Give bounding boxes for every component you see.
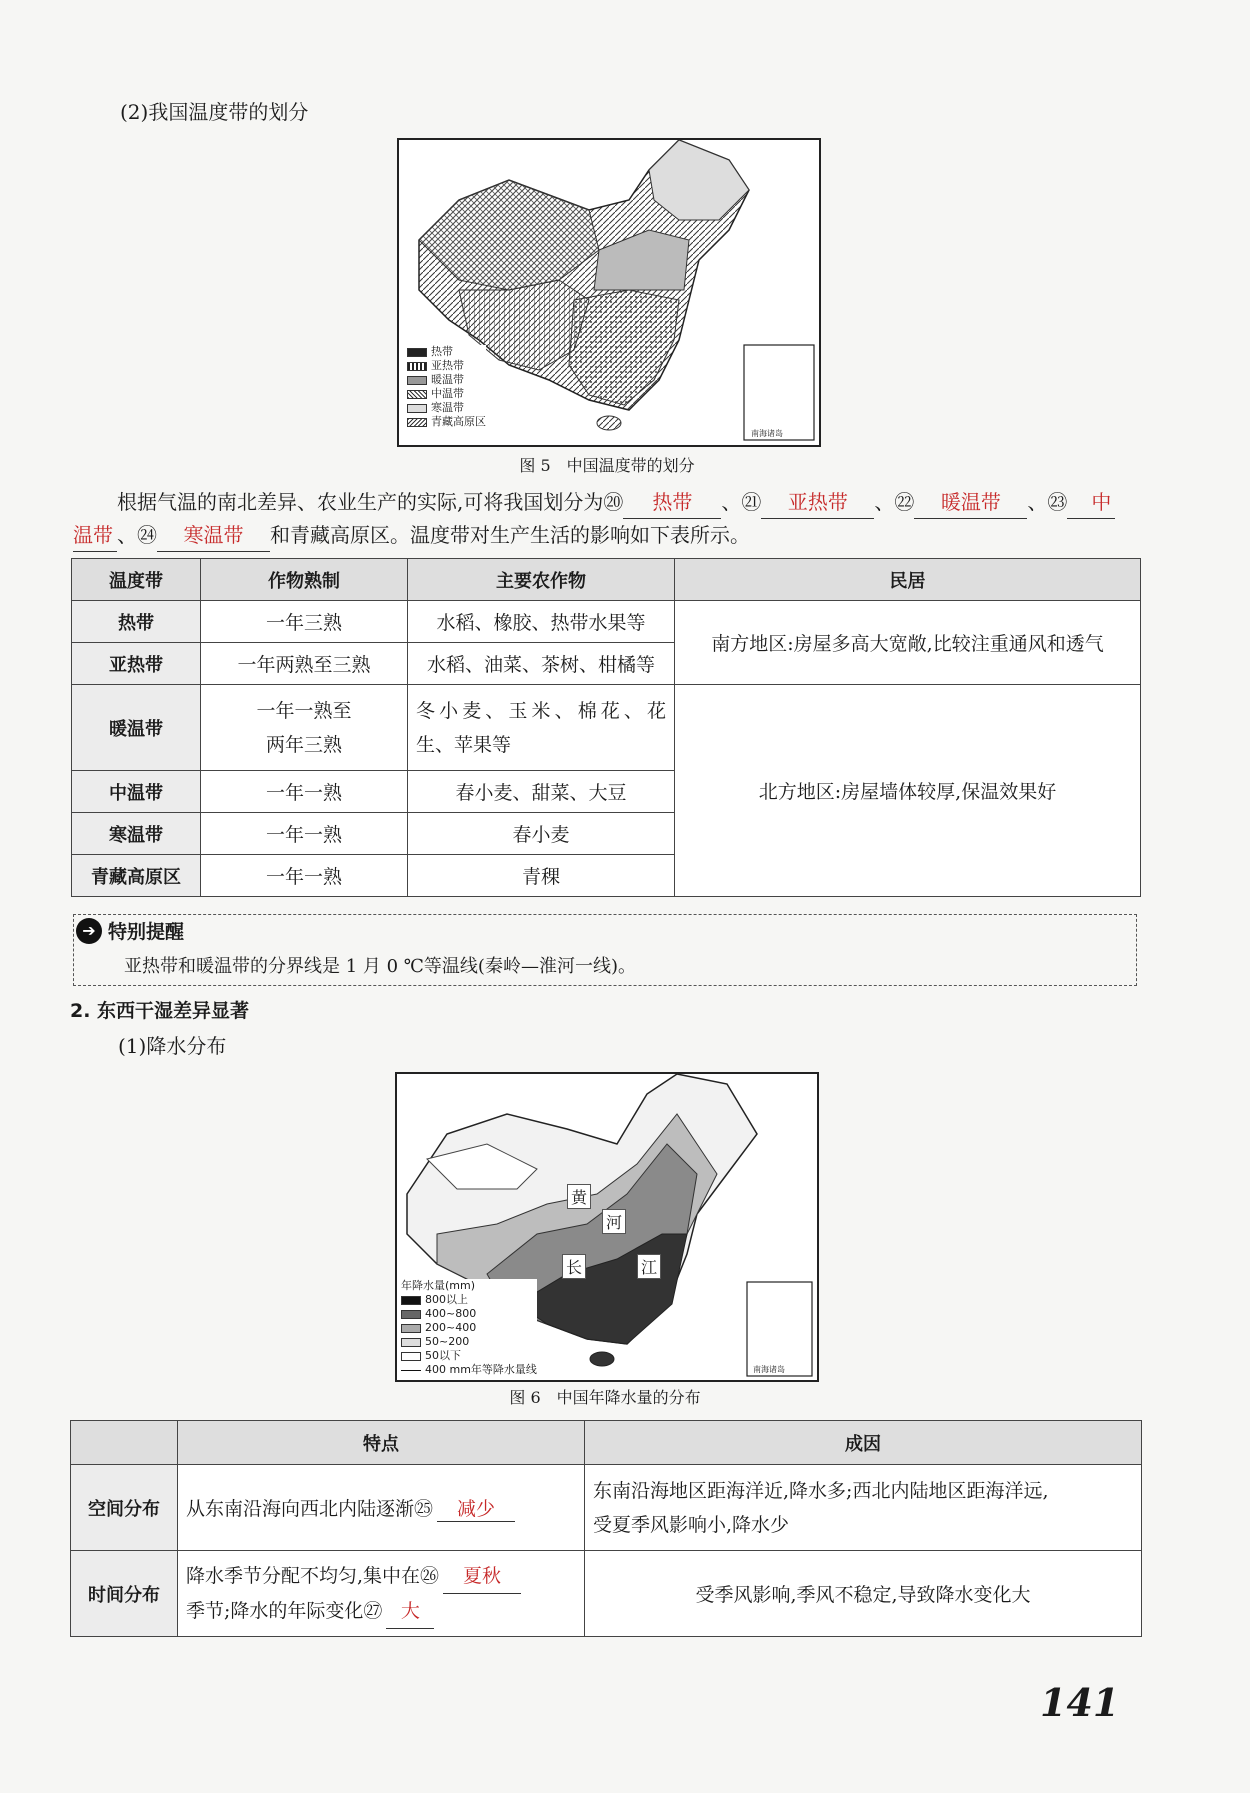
row-label: 时间分布 xyxy=(71,1551,178,1637)
crops-cell: 水稻、橡胶、热带水果等 xyxy=(408,601,675,643)
legend-item: 50~200 xyxy=(401,1335,537,1349)
ripening-cell: 一年一熟 xyxy=(201,855,408,897)
map-label-yangtze: 长 xyxy=(562,1254,586,1279)
answer-21: 亚热带 xyxy=(761,486,874,519)
zones-paragraph-line2 xyxy=(73,519,750,552)
answer-20: 热带 xyxy=(623,486,721,519)
zone-cell: 热带 xyxy=(72,601,201,643)
crops-cell: 青稞 xyxy=(408,855,675,897)
reminder-title: 特别提醒 xyxy=(108,921,185,943)
table-header xyxy=(71,1421,178,1465)
reminder-header xyxy=(76,917,184,944)
table-row xyxy=(71,1551,1142,1637)
table-header: 民居 xyxy=(675,559,1141,601)
legend-item: 400 mm年等降水量线 xyxy=(401,1363,537,1377)
legend-item: 暖温带 xyxy=(407,373,486,387)
arrow-right-icon: ➔ xyxy=(76,918,102,944)
cause-cell: 受季风影响,季风不稳定,导致降水变化大 xyxy=(585,1551,1142,1637)
table-header: 特点 xyxy=(178,1421,585,1465)
map-legend xyxy=(407,345,486,429)
crops-cell: 春小麦、甜菜、大豆 xyxy=(408,771,675,813)
crops-cell: 冬小麦、玉米、棉花、花 生、苹果等 xyxy=(408,685,675,771)
legend-item: 热带 xyxy=(407,345,486,359)
paragraph-text: 和青藏高原区。温度带对生产生活的影响如下表所示。 xyxy=(270,523,750,547)
page-number: 141 xyxy=(1040,1680,1120,1725)
map-legend xyxy=(401,1279,537,1377)
answer-24: 寒温带 xyxy=(157,519,270,552)
map-label-yellow-river: 黄 xyxy=(567,1184,591,1209)
ripening-cell: 一年三熟 xyxy=(201,601,408,643)
legend-item: 400~800 xyxy=(401,1307,537,1321)
reminder-text: 亚热带和暖温带的分界线是 1 月 0 ℃等温线(秦岭—淮河一线)。 xyxy=(124,956,636,977)
answer-26: 夏秋 xyxy=(443,1559,521,1594)
zone-cell: 暖温带 xyxy=(72,685,201,771)
legend-item: 50以下 xyxy=(401,1349,537,1363)
table-header: 温度带 xyxy=(72,559,201,601)
table-row xyxy=(72,685,1141,771)
ripening-cell: 一年两熟至三熟 xyxy=(201,643,408,685)
row-label: 空间分布 xyxy=(71,1465,178,1551)
feature-cell: 从东南沿海向西北内陆逐渐㉕ 减少 xyxy=(178,1465,585,1551)
legend-item: 青藏高原区 xyxy=(407,415,486,429)
ripening-cell: 一年一熟 xyxy=(201,813,408,855)
map-label-yellow-river: 河 xyxy=(602,1209,626,1234)
subheading-precipitation: (1)降水分布 xyxy=(118,1034,227,1058)
ripening-cell: 一年一熟 xyxy=(201,771,408,813)
temperature-zone-map xyxy=(397,138,821,447)
ripening-cell: 一年一熟至 两年三熟 xyxy=(201,685,408,771)
section-heading-dry-wet: 2. 东西干湿差异显著 xyxy=(70,1000,250,1022)
legend-item: 亚热带 xyxy=(407,359,486,373)
figure5-caption: 图 5 中国温度带的划分 xyxy=(519,456,695,475)
zones-paragraph xyxy=(73,486,1143,519)
precipitation-table xyxy=(70,1420,1142,1637)
answer-27: 大 xyxy=(386,1594,434,1629)
legend-item: 中温带 xyxy=(407,387,486,401)
table-header: 主要农作物 xyxy=(408,559,675,601)
zone-cell: 寒温带 xyxy=(72,813,201,855)
precipitation-map xyxy=(395,1072,819,1382)
inset-label: 南海诸岛 xyxy=(751,429,783,438)
paragraph-text: 、㉔ xyxy=(117,523,157,547)
temperature-zone-table xyxy=(71,558,1141,897)
paragraph-text: 、㉑ xyxy=(721,490,762,514)
paragraph-text: 、㉓ xyxy=(1027,490,1068,514)
legend-item: 800以上 xyxy=(401,1293,537,1307)
paragraph-text: 、㉒ xyxy=(874,490,915,514)
table-header: 作物熟制 xyxy=(201,559,408,601)
crops-cell: 水稻、油菜、茶树、柑橘等 xyxy=(408,643,675,685)
figure6-caption: 图 6 中国年降水量的分布 xyxy=(509,1388,701,1407)
crops-cell: 春小麦 xyxy=(408,813,675,855)
table-row xyxy=(72,601,1141,643)
table-row xyxy=(71,1465,1142,1551)
cause-cell: 东南沿海地区距海洋近,降水多;西北内陆地区距海洋远, 受夏季风影响小,降水少 xyxy=(585,1465,1142,1551)
paragraph-text: 根据气温的南北差异、农业生产的实际,可将我国划分为⑳ xyxy=(117,490,624,514)
inset-label: 南海诸岛 xyxy=(753,1365,785,1374)
answer-22: 暖温带 xyxy=(914,486,1027,519)
answer-25: 减少 xyxy=(437,1494,515,1522)
zone-cell: 中温带 xyxy=(72,771,201,813)
legend-item: 200~400 xyxy=(401,1321,537,1335)
legend-title: 年降水量(mm) xyxy=(401,1279,476,1292)
section-title-temperature-zones: (2)我国温度带的划分 xyxy=(120,100,309,124)
housing-north-cell: 北方地区:房屋墙体较厚,保温效果好 xyxy=(675,685,1141,897)
feature-cell: 降水季节分配不均匀,集中在㉖ 夏秋 季节;降水的年际变化㉗ 大 xyxy=(178,1551,585,1637)
legend-item: 寒温带 xyxy=(407,401,486,415)
answer-23-part2: 温带 xyxy=(73,519,117,552)
table-header: 成因 xyxy=(585,1421,1142,1465)
housing-south-cell: 南方地区:房屋多高大宽敞,比较注重通风和透气 xyxy=(675,601,1141,685)
zone-cell: 亚热带 xyxy=(72,643,201,685)
answer-23-part1: 中 xyxy=(1067,486,1115,519)
special-reminder-box xyxy=(73,914,1137,986)
zone-cell: 青藏高原区 xyxy=(72,855,201,897)
map-label-yangtze: 江 xyxy=(637,1254,661,1279)
